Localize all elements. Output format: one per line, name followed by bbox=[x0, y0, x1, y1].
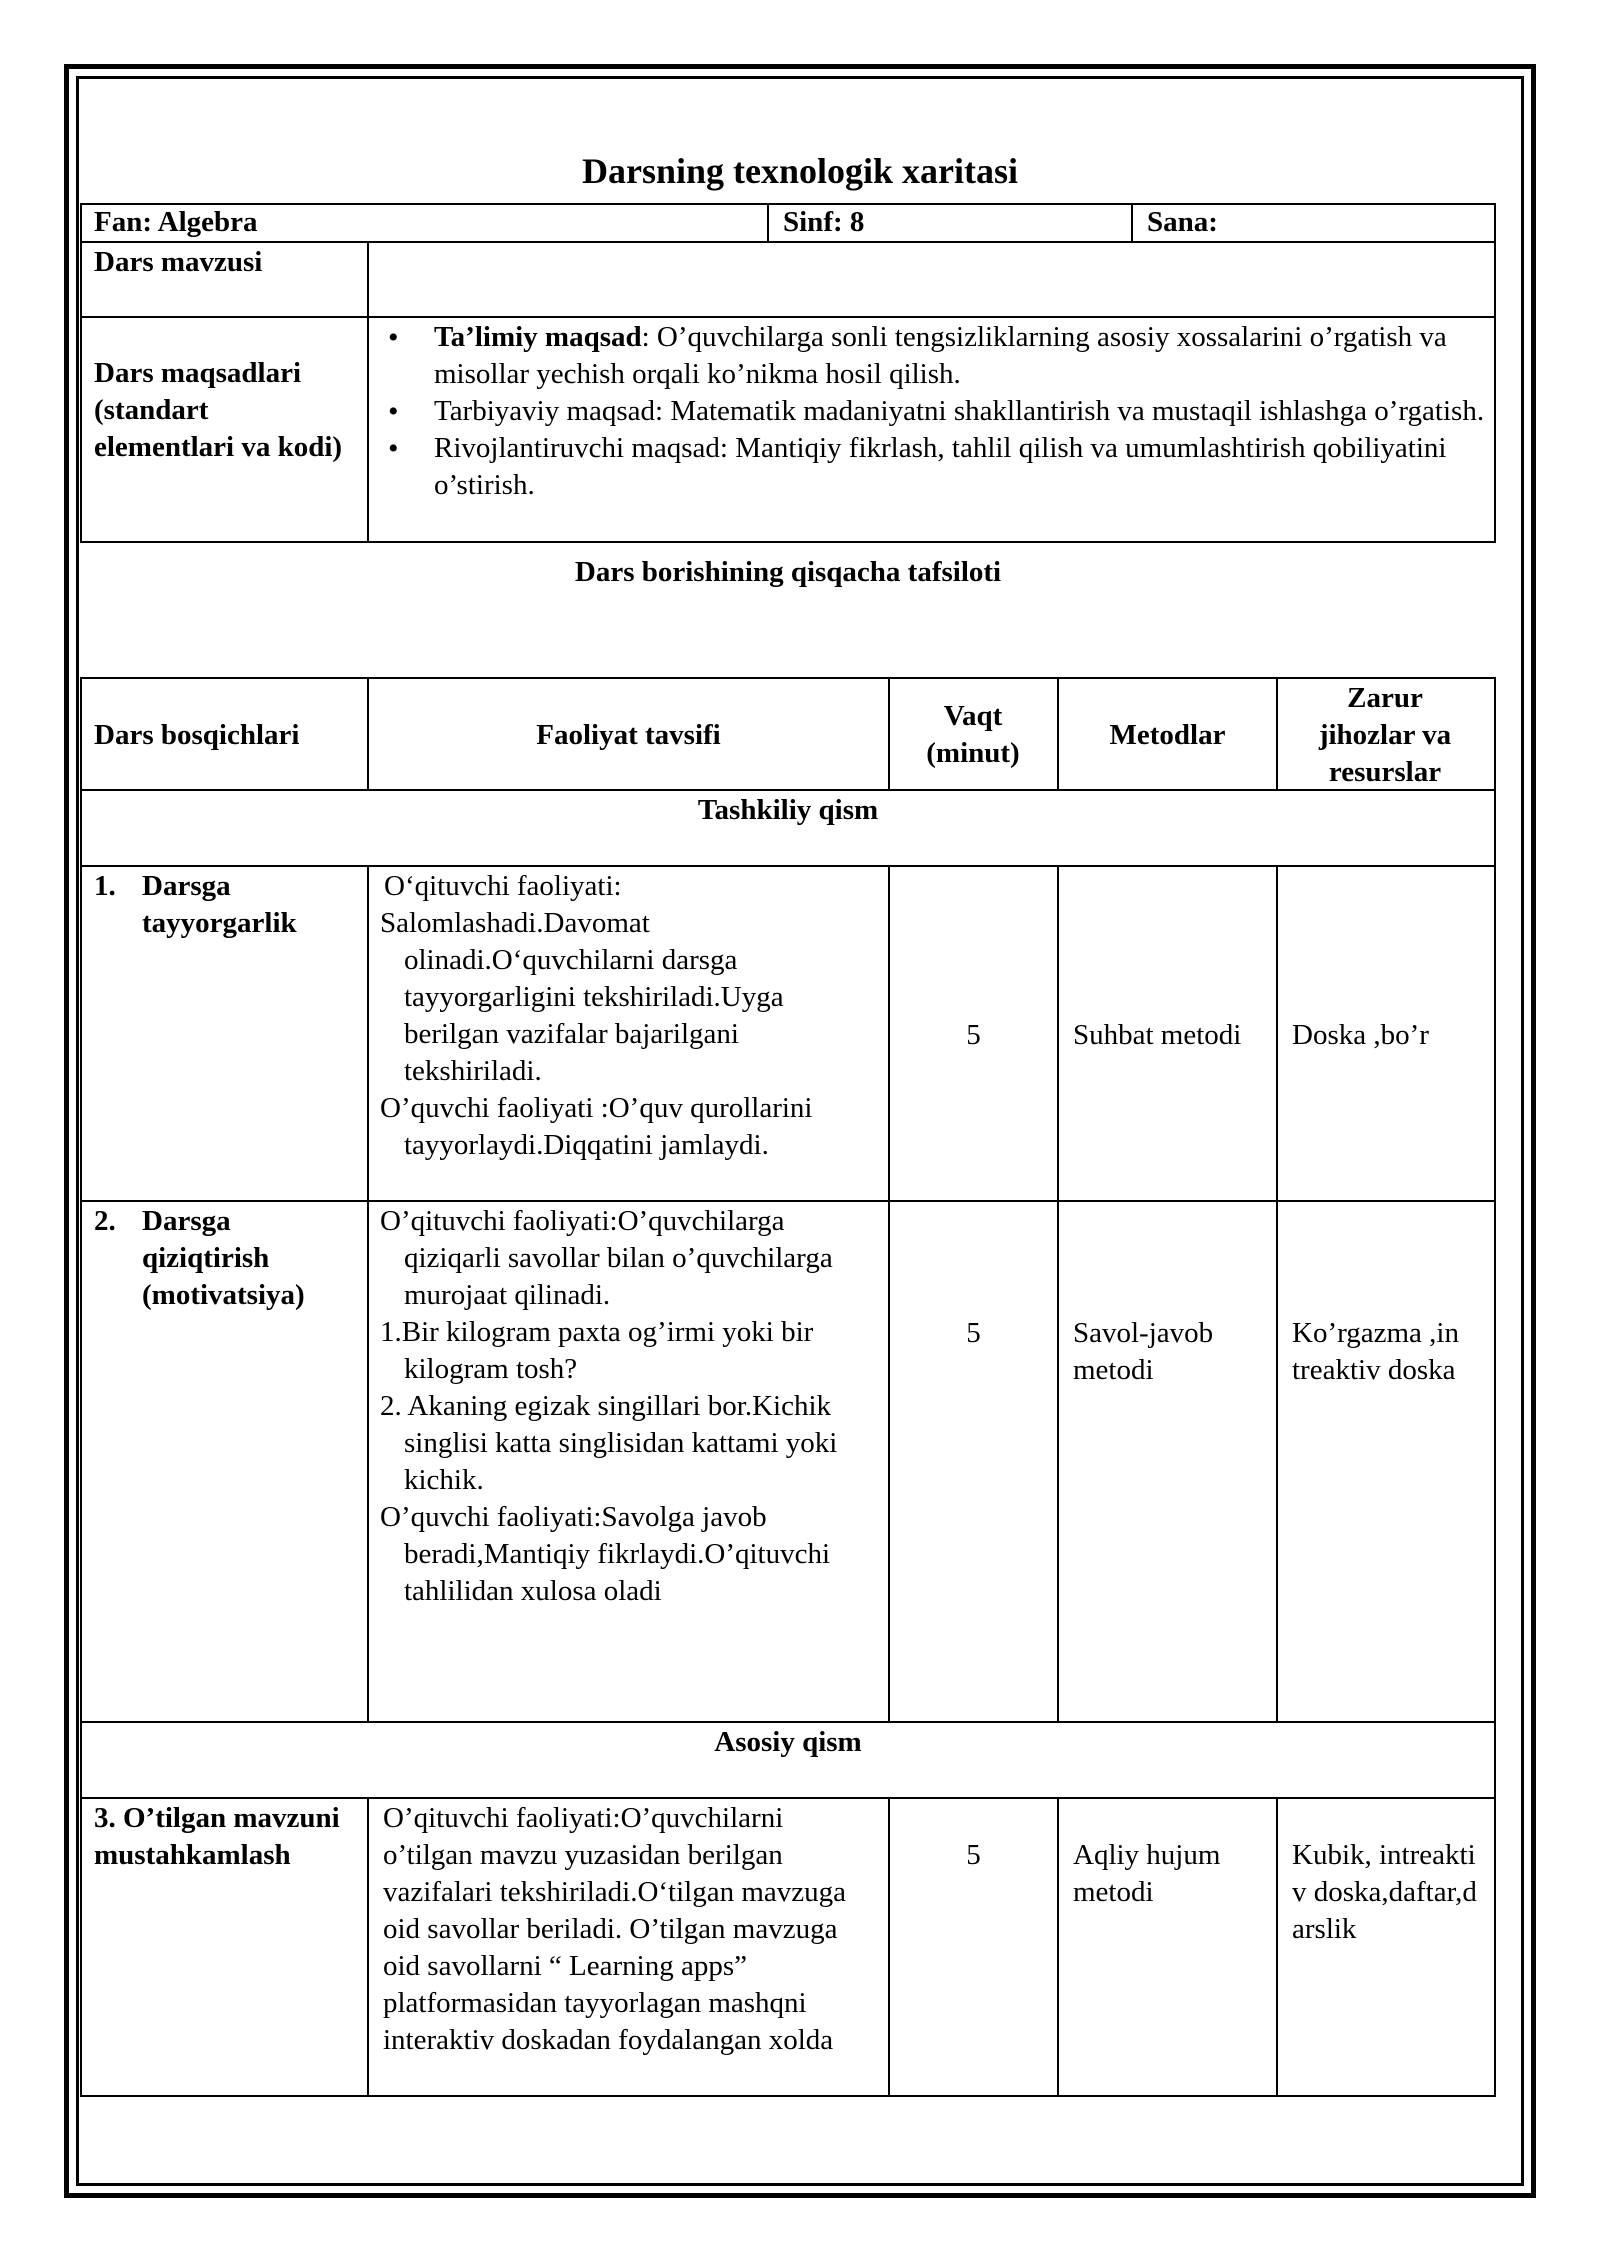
goal-educational: • Ta’limiy maqsad: O’quvchilarga sonli tengsizliklarning asosiy xossalarini o’rgatish va misollar yechish orqali ko’nikma hosil qilish. bbox=[370, 319, 1490, 393]
row-1-time: 5 bbox=[966, 1019, 981, 1051]
col-header-stages: Dars bosqichlari bbox=[94, 719, 300, 751]
goals-list bbox=[370, 319, 1490, 504]
row-1-activity: O‘qituvchi faoliyati: Salomlashadi.Davomat olinadi.O‘quvchilarni darsga tayyorgarligini tekshiriladi.Uyga berilgan vazifalar bajarilgani tekshiriladi. O’quvchi faoliyati :O’quv qurollarini tayyorlaydi.Diqqatini jamlaydi. bbox=[380, 870, 813, 1161]
grade-field: Sinf: 8 bbox=[783, 206, 865, 238]
subject-field: Fan: Algebra bbox=[94, 206, 258, 238]
row-3-activity: O’qituvchi faoliyati:O’quvchilarni o’tilgan mavzu yuzasidan berilgan vazifalari tekshiriladi.O‘tilgan mavzuga oid savollar beriladi. O’tilgan mavzuga oid savollarni “ Learning apps” platformasidan tayyorlagan mashqni interaktiv doskadan foydalangan xolda bbox=[383, 1802, 847, 2056]
col-header-time: Vaqt (minut) bbox=[926, 700, 1020, 769]
row-2-time: 5 bbox=[966, 1317, 981, 1349]
row-2-activity: O’qituvchi faoliyati:O’quvchilarga qiziqarli savollar bilan o’quvchilarga murojaat qilinadi. 1.Bir kilogram paxta og’irmi yoki bir kilogram tosh? 2. Akaning egizak singillari bor.Kichik singlisi katta singlisidan kattami yoki kichik. O’quvchi faoliyati:Savolga javob beradi,Mantiqiy fikrlaydi.O’qituvchi tahlilidan xulosa oladi bbox=[380, 1205, 838, 1607]
row-2-method: Savol-javob metodi bbox=[1073, 1317, 1214, 1386]
row-1-resources: Doska ,bo’r bbox=[1292, 1019, 1429, 1051]
section-organizational: Tashkiliy qism bbox=[697, 794, 879, 826]
goal-upbringing: • Tarbiyaviy maqsad: Matematik madaniyatni shakllantirish va mustaqil ishlashga o’rgatish. bbox=[370, 393, 1490, 430]
row-1-method: Suhbat metodi bbox=[1073, 1019, 1242, 1051]
section-main: Asosiy qism bbox=[714, 1726, 862, 1758]
row-2-stage: 2. Darsga qiziqtirish (motivatsiya) bbox=[94, 1205, 305, 1311]
col-header-resources: Zarur jihozlar va resurslar bbox=[1318, 682, 1452, 788]
goals-label: Dars maqsadlari (standart elementlari va kodi) bbox=[94, 357, 343, 463]
row-1-stage: 1. Darsga tayyorgarlik bbox=[94, 870, 297, 939]
goal-developmental: • Rivojlantiruvchi maqsad: Mantiqiy fikrlash, tahlil qilish va umumlashtirish qobiliyatini o’stirish. bbox=[370, 430, 1490, 504]
row-3-stage: 3. O’tilgan mavzuni mustahkamlash bbox=[94, 1802, 340, 1871]
summary-heading: Dars borishining qisqacha tafsiloti bbox=[574, 556, 1002, 588]
topic-value[interactable] bbox=[370, 243, 1494, 316]
date-field: Sana: bbox=[1147, 206, 1218, 238]
row-2-resources: Ko’rgazma ,in treaktiv doska bbox=[1292, 1317, 1459, 1386]
col-header-activity: Faoliyat tavsifi bbox=[536, 719, 721, 751]
row-3-resources: Kubik, intreaktiv doska,daftar,darslik bbox=[1292, 1839, 1477, 1945]
document-title: Darsning texnologik xaritasi bbox=[581, 151, 1019, 191]
row-3-method: Aqliy hujum metodi bbox=[1073, 1839, 1221, 1908]
topic-label: Dars mavzusi bbox=[94, 246, 263, 278]
col-header-methods: Metodlar bbox=[1109, 719, 1226, 751]
row-3-time: 5 bbox=[966, 1839, 981, 1871]
